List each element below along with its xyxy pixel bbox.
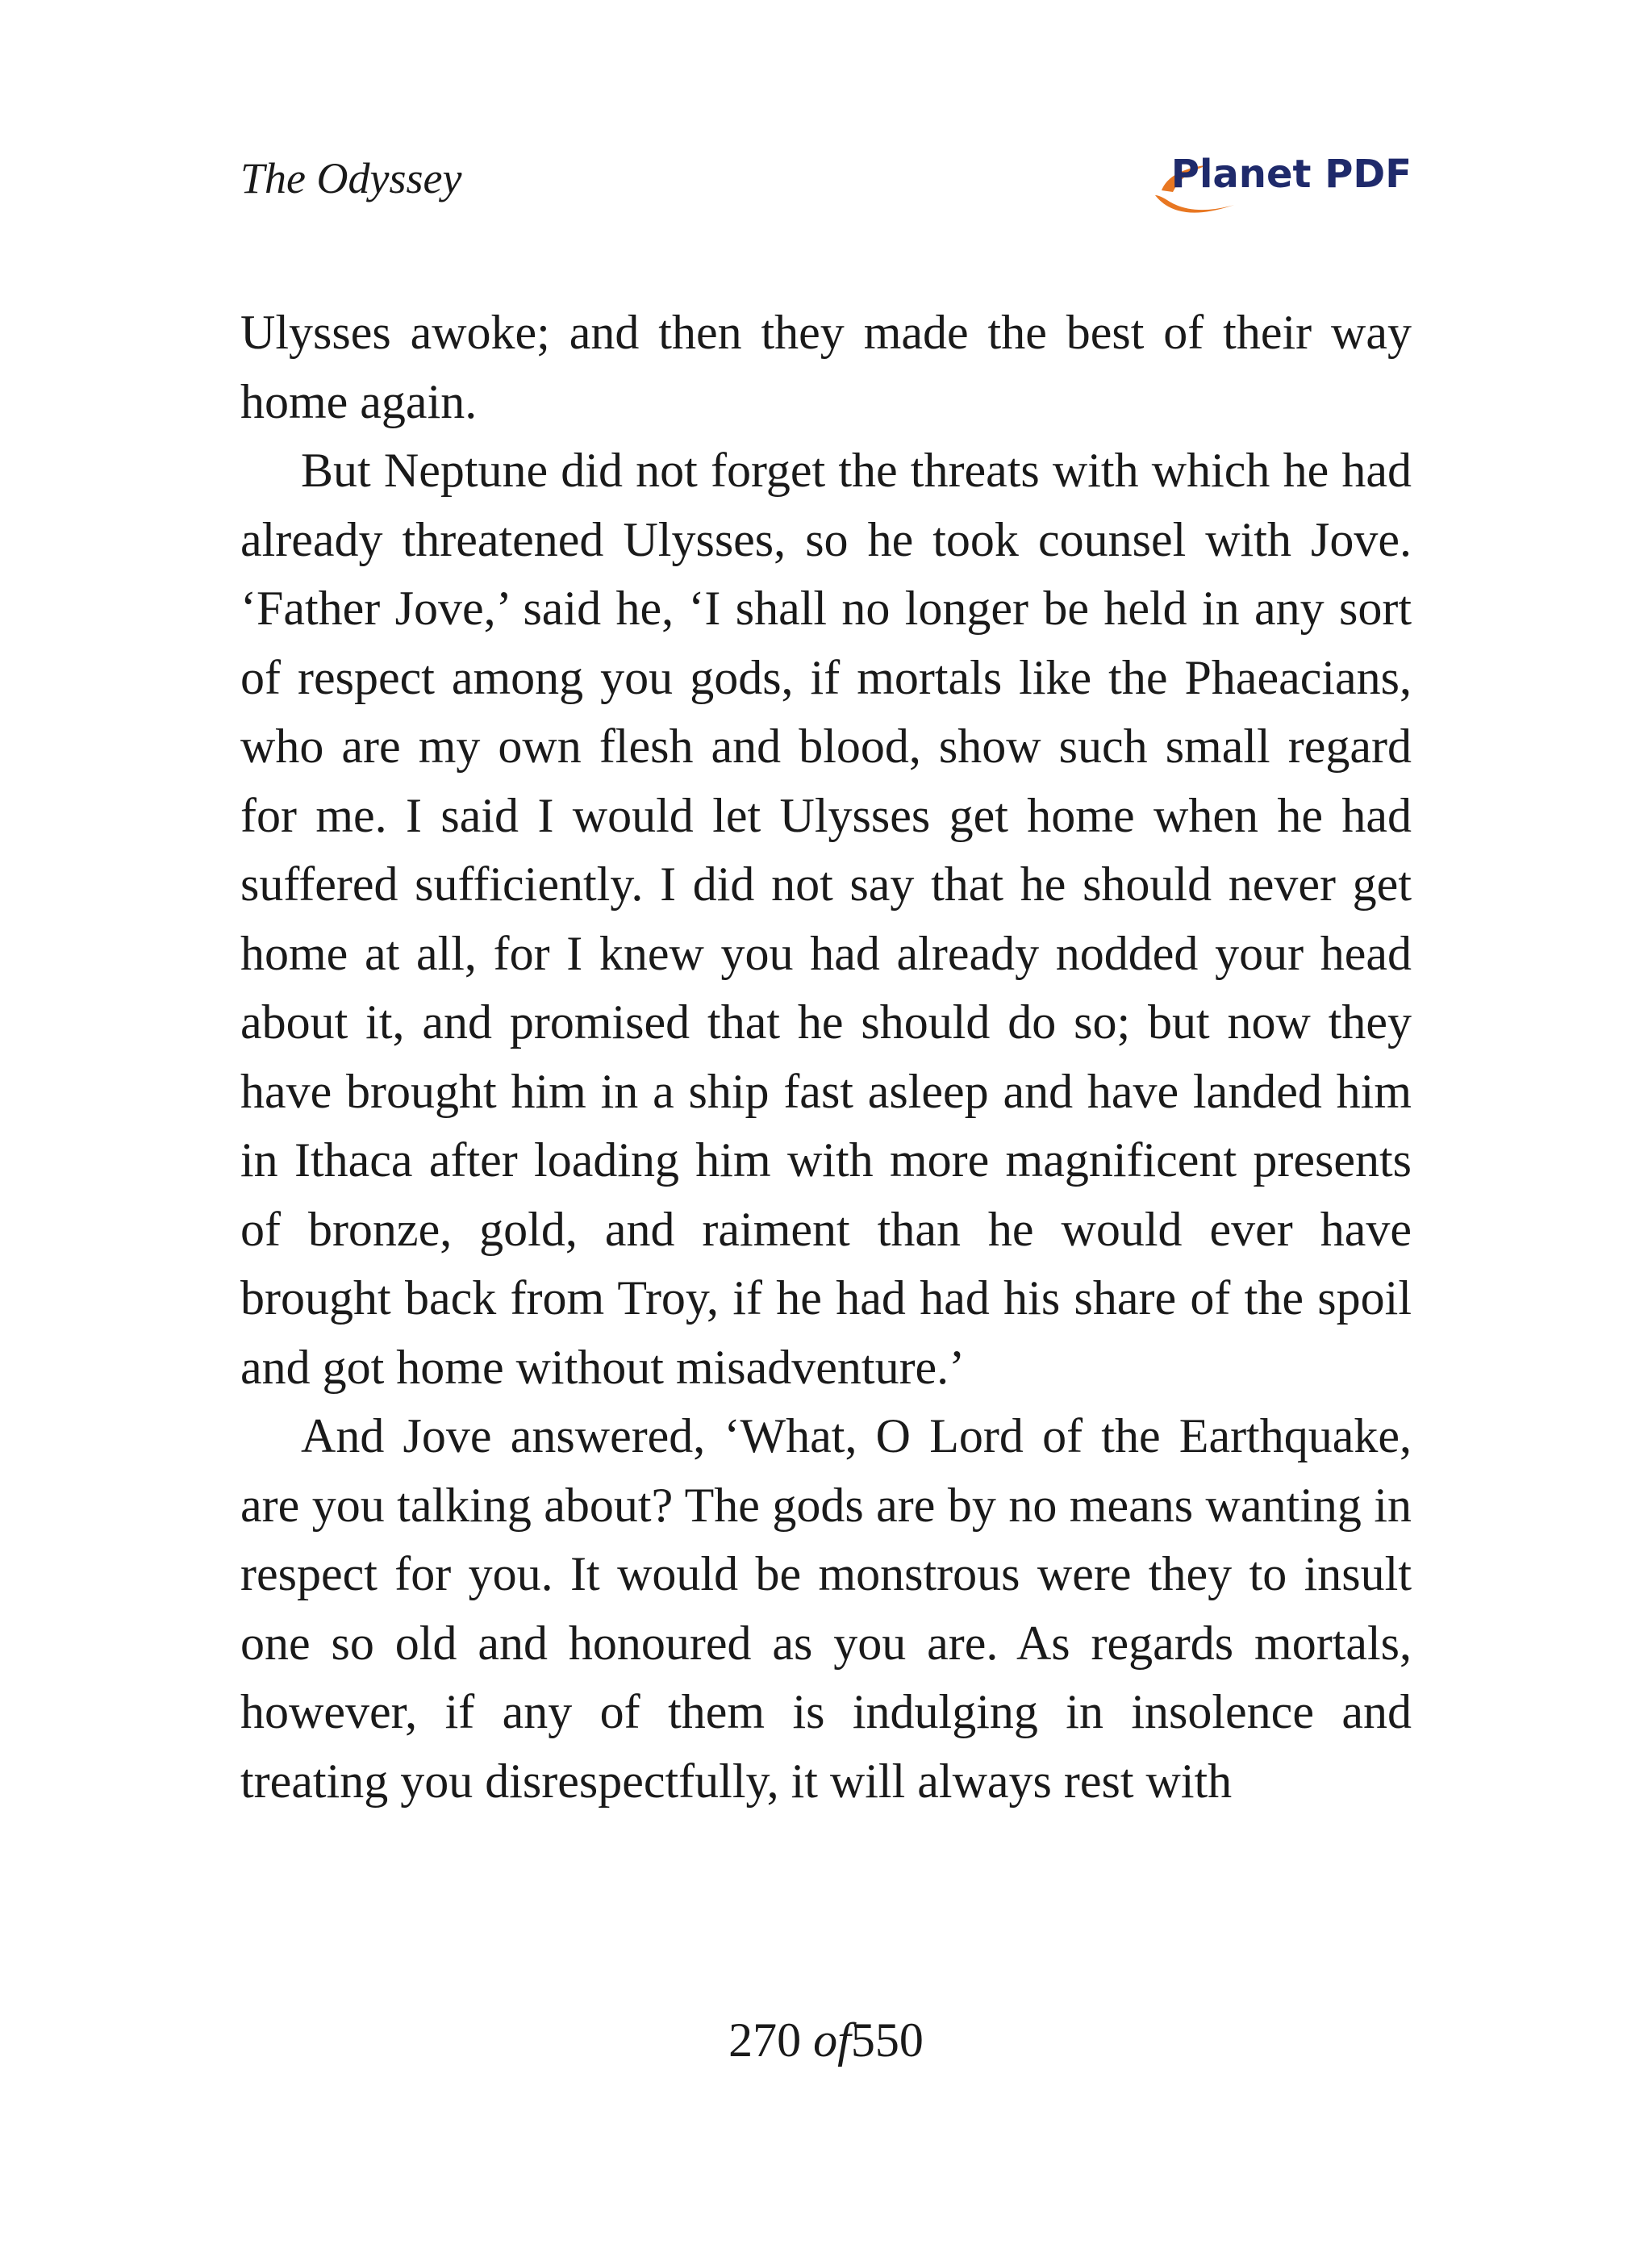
paragraph: And Jove answered, ‘What, O Lord of the Earthquake, are you talking about? The gods are by no means wanting in respect for you. It would be monstrous were they to insult one so old and honoured as you are. As regards mortals, however, if any of them is indulging in insolence and treating you disrespectfully, it will always rest with (240, 1409, 1412, 1808)
of-label: of (813, 2013, 851, 2067)
body-text (240, 298, 1412, 1816)
page-number (0, 2013, 1652, 2068)
paragraph: Ulysses awoke; and then they made the best of their way home again. (240, 306, 1412, 428)
current-page: 270 (728, 2013, 802, 2067)
logo-text: Planet PDF (1170, 152, 1412, 197)
paragraph: But Neptune did not forget the threats with which he had already threatened Ulysses, so he took counsel with Jove. ‘Father Jove,’ said he, ‘I shall no longer be held in any sort of respect among you gods, if mortals like the Phaeacians, who are my own flesh and blood, show such small regard for me. I said I would let Ulysses get home when he had suffered sufficiently. I did not say that he should never get home at all, for I knew you had already nodded your head about it, and promised that he should do so; but now they have brought him in a ship fast asleep and have landed him in Ithaca after loading him with more magnificent presents of bronze, gold, and raiment than he would ever have brought back from Troy, if he had had his share of the spoil and got home without misadventure.’ (240, 444, 1412, 1394)
page-header (240, 145, 1412, 234)
total-pages: 550 (850, 2013, 924, 2067)
planet-pdf-logo (1145, 145, 1412, 226)
book-title: The Odyssey (240, 154, 462, 202)
